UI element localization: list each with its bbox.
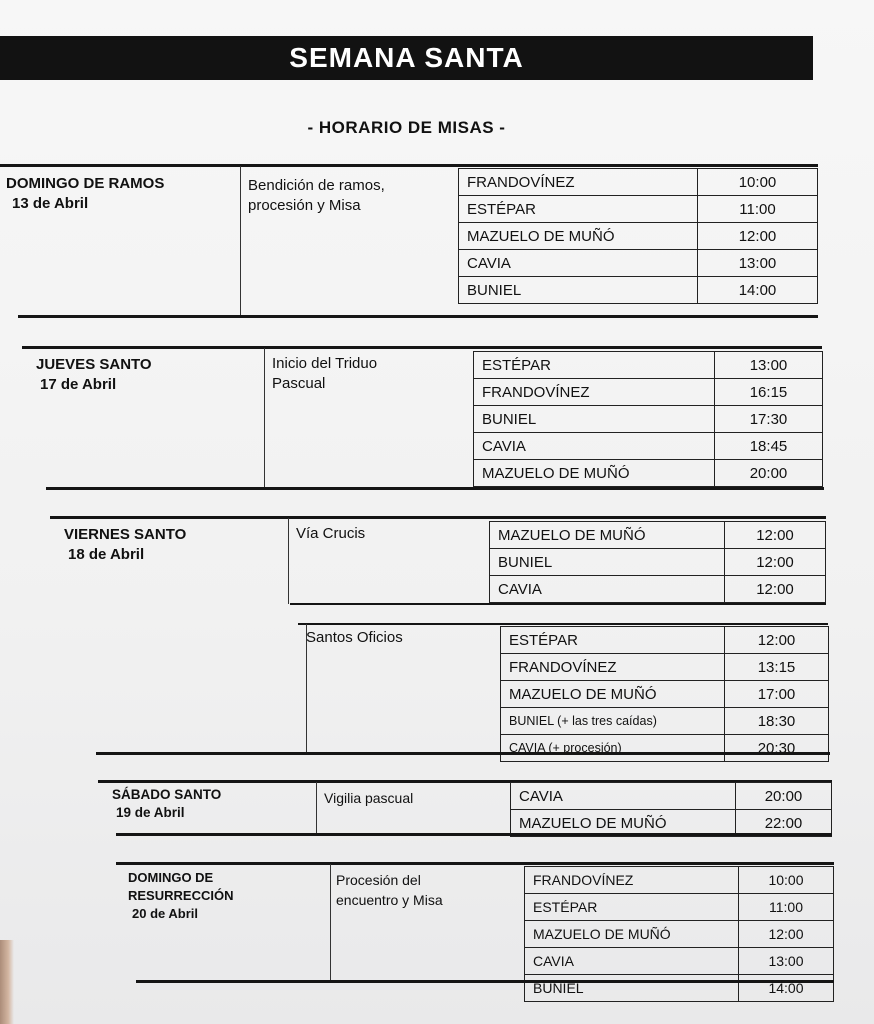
page-subtitle: - HORARIO DE MISAS - <box>307 118 506 137</box>
place-cell: CAVIA <box>490 576 725 603</box>
time-cell: 12:00 <box>739 921 834 948</box>
table-row <box>459 223 818 250</box>
place-cell: MAZUELO DE MUÑÓ <box>490 522 725 549</box>
time-cell: 12:00 <box>725 576 826 603</box>
table-row <box>501 681 829 708</box>
place-cell: FRANDOVÍNEZ <box>525 867 739 894</box>
time-cell: 10:00 <box>739 867 834 894</box>
day-name: SÁBADO SANTO <box>112 787 222 802</box>
schedule-table <box>489 521 826 603</box>
table-row <box>525 948 834 975</box>
place-cell: FRANDOVÍNEZ <box>501 654 725 681</box>
section-top-rule <box>0 164 818 167</box>
table-row <box>490 549 826 576</box>
service-description: Vía Crucis <box>296 525 366 542</box>
time-cell: 13:00 <box>698 250 818 277</box>
table-row <box>501 735 829 762</box>
time-cell: 17:00 <box>725 681 829 708</box>
time-cell: 17:30 <box>715 406 823 433</box>
schedule-table <box>458 168 818 304</box>
place-cell: ESTÉPAR <box>474 352 715 379</box>
place-cell: CAVIA <box>511 783 736 810</box>
place-cell: MAZUELO DE MUÑÓ <box>459 223 698 250</box>
time-cell: 10:00 <box>698 169 818 196</box>
day-name: DOMINGO DE RESURRECCIÓN <box>128 870 234 903</box>
subsection-rule <box>298 623 828 625</box>
table-row <box>474 352 823 379</box>
place-cell: CAVIA (+ procesión) <box>501 735 725 762</box>
column-divider <box>240 166 241 316</box>
place-cell: MAZUELO DE MUÑÓ <box>525 921 739 948</box>
section-bottom-rule <box>96 752 830 755</box>
section-top-rule <box>116 862 834 865</box>
place-cell: MAZUELO DE MUÑÓ <box>474 460 715 487</box>
day-heading <box>6 174 164 214</box>
day-date: 13 de Abril <box>12 195 89 212</box>
table-row <box>459 196 818 223</box>
place-cell: BUNIEL <box>490 549 725 576</box>
time-cell: 14:00 <box>698 277 818 304</box>
table-row <box>525 975 834 1002</box>
place-cell: FRANDOVÍNEZ <box>459 169 698 196</box>
table-row <box>474 406 823 433</box>
day-name: VIERNES SANTO <box>64 526 187 543</box>
place-cell: BUNIEL <box>474 406 715 433</box>
time-cell: 18:45 <box>715 433 823 460</box>
table-row <box>459 169 818 196</box>
place-cell: MAZUELO DE MUÑÓ <box>501 681 725 708</box>
table-row <box>490 576 826 603</box>
day-heading <box>112 786 221 822</box>
time-cell: 14:00 <box>739 975 834 1002</box>
time-cell: 12:00 <box>698 223 818 250</box>
time-cell: 12:00 <box>725 549 826 576</box>
day-name: JUEVES SANTO <box>36 356 152 373</box>
section-bottom-rule <box>116 833 832 836</box>
table-row <box>459 250 818 277</box>
day-date: 17 de Abril <box>40 376 117 393</box>
day-date: 20 de Abril <box>132 906 198 921</box>
column-divider <box>316 782 317 834</box>
service-description: Vigilia pascual <box>324 790 414 806</box>
place-cell: FRANDOVÍNEZ <box>474 379 715 406</box>
table-row <box>490 522 826 549</box>
place-cell: BUNIEL <box>459 277 698 304</box>
day-name: DOMINGO DE RAMOS <box>6 175 165 192</box>
section-bottom-rule <box>46 487 824 490</box>
time-cell: 13:00 <box>739 948 834 975</box>
time-cell: 13:00 <box>715 352 823 379</box>
service-description: Santos Oficios <box>306 629 403 646</box>
place-cell: ESTÉPAR <box>501 627 725 654</box>
column-divider <box>264 348 265 488</box>
column-divider <box>330 864 331 982</box>
page-title: SEMANA SANTA <box>0 36 813 80</box>
time-cell: 12:00 <box>725 522 826 549</box>
table-row <box>501 654 829 681</box>
place-cell: CAVIA <box>525 948 739 975</box>
column-divider <box>288 518 289 604</box>
time-cell: 20:00 <box>715 460 823 487</box>
time-cell: 20:30 <box>725 735 829 762</box>
place-cell: BUNIEL (+ las tres caídas) <box>501 708 725 735</box>
section-bottom-rule <box>18 315 818 318</box>
time-cell: 16:15 <box>715 379 823 406</box>
schedule-table <box>473 351 823 487</box>
place-cell: BUNIEL <box>525 975 739 1002</box>
day-date: 18 de Abril <box>68 546 145 563</box>
section-top-rule <box>22 346 822 349</box>
time-cell: 22:00 <box>736 810 832 837</box>
table-edge <box>0 940 14 1024</box>
day-date: 19 de Abril <box>116 805 185 820</box>
time-cell: 11:00 <box>739 894 834 921</box>
time-cell: 11:00 <box>698 196 818 223</box>
table-row <box>459 277 818 304</box>
service-description: Bendición de ramos, procesión y Misa <box>248 177 385 214</box>
table-row <box>501 627 829 654</box>
table-row <box>511 783 832 810</box>
place-cell: CAVIA <box>474 433 715 460</box>
table-row <box>474 460 823 487</box>
table-row <box>525 921 834 948</box>
table-row <box>525 867 834 894</box>
place-cell: CAVIA <box>459 250 698 277</box>
section-bottom-rule <box>136 980 834 983</box>
table-row <box>474 433 823 460</box>
day-heading <box>36 355 152 395</box>
place-cell: MAZUELO DE MUÑÓ <box>511 810 736 837</box>
table-row <box>501 708 829 735</box>
place-cell: ESTÉPAR <box>525 894 739 921</box>
time-cell: 20:00 <box>736 783 832 810</box>
time-cell: 18:30 <box>725 708 829 735</box>
schedule-table <box>500 626 829 762</box>
service-description: Inicio del Triduo Pascual <box>272 355 378 392</box>
table-row <box>474 379 823 406</box>
table-row <box>525 894 834 921</box>
time-cell: 13:15 <box>725 654 829 681</box>
service-description: Procesión del encuentro y Misa <box>336 872 443 908</box>
time-cell: 12:00 <box>725 627 829 654</box>
day-heading <box>64 525 186 565</box>
section-top-rule <box>50 516 826 519</box>
place-cell: ESTÉPAR <box>459 196 698 223</box>
day-heading <box>128 869 318 923</box>
schedule-table <box>510 782 832 837</box>
subsection-rule <box>290 603 826 605</box>
